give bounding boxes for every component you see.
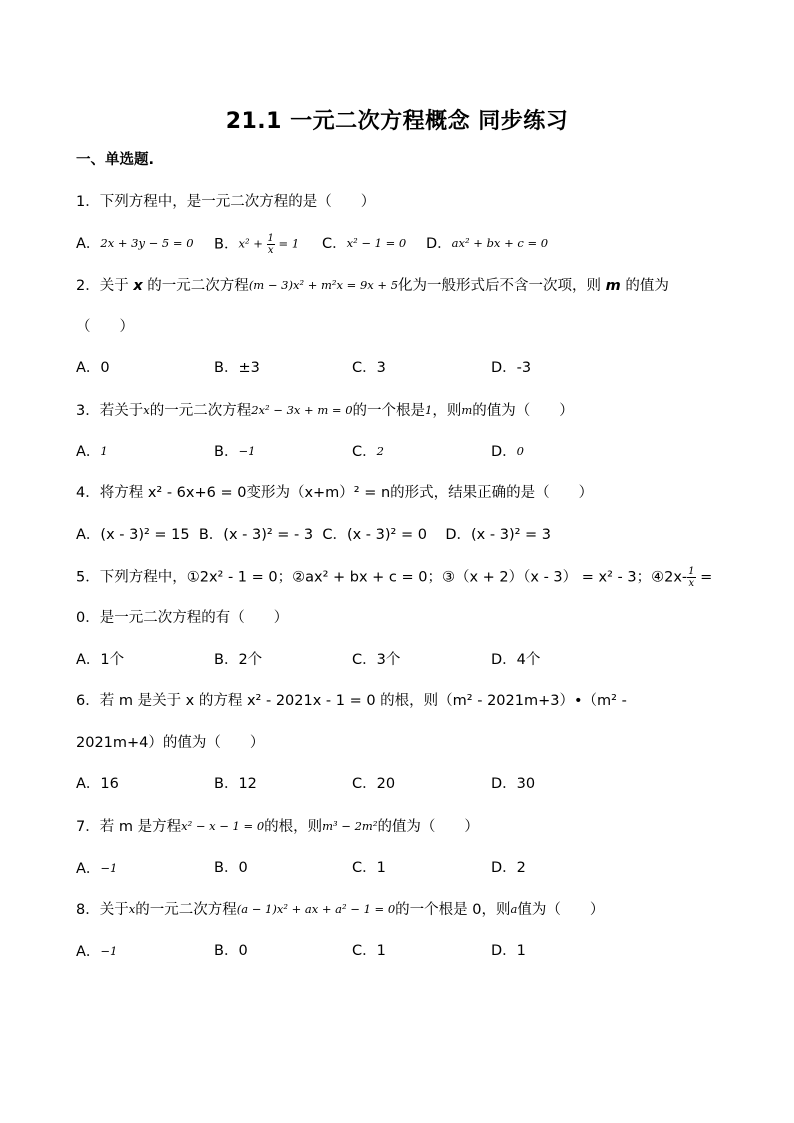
- question-1-stem: 1．下列方程中，是一元二次方程的是（ ）: [76, 194, 376, 210]
- page-title: 21.1 一元二次方程概念 同步练习: [225, 109, 569, 134]
- question-4-stem: 4．将方程 x² - 6x+6 = 0变形为（x+m）² = n的形式，结果正确的是（ ）: [76, 485, 594, 501]
- question-3-option-b: B．−1: [214, 444, 256, 460]
- question-5-stem-cont: 0．是一元二次方程的有（ ）: [76, 610, 289, 626]
- question-8-option-d: D．1: [491, 943, 526, 959]
- question-2-option-c: C．3: [352, 360, 386, 376]
- question-3-stem: 3．若关于x的一元二次方程2x² − 3x + m = 0的一个根是1，则m的值为（ ）: [76, 403, 574, 419]
- question-3-option-d: D．0: [491, 444, 524, 460]
- question-5-option-d: D．4个: [491, 652, 541, 668]
- question-8-option-b: B．0: [214, 943, 248, 959]
- question-5-option-c: C．3个: [352, 652, 401, 668]
- question-6-stem-cont: 2021m+4）的值为（ ）: [76, 735, 265, 751]
- question-1-option-b: B．x² + $\frac{1}{x}$ = 1: [214, 233, 300, 256]
- question-8-option-c: C．1: [352, 943, 386, 959]
- question-3-option-a: A．1: [76, 444, 108, 460]
- question-2-option-d: D．-3: [491, 360, 532, 376]
- question-1-option-a: A．2x + 3y − 5 = 0: [76, 236, 194, 252]
- question-7-option-a: A．−1: [76, 861, 118, 877]
- question-7-option-d: D．2: [491, 860, 526, 876]
- question-1-option-d: D．ax² + bx + c = 0: [426, 236, 549, 252]
- question-7-option-b: B．0: [214, 860, 248, 876]
- question-2-stem: 2．关于 x 的一元二次方程(m − 3)x² + m²x = 9x + 5化为一般形式后不含一次项，则 m 的值为: [76, 278, 669, 294]
- question-6-option-b: B．12: [214, 776, 257, 792]
- question-6-stem: 6．若 m 是关于 x 的方程 x² - 2021x - 1 = 0 的根，则（m² - 2021m+3）•（m² -: [76, 693, 627, 709]
- question-1-option-c: C．x² − 1 = 0: [322, 236, 407, 252]
- question-2-option-b: B．±3: [214, 360, 260, 376]
- question-8-stem: 8．关于x的一元二次方程(a − 1)x² + ax + a² − 1 = 0的一个根是 0，则a值为（ ）: [76, 902, 605, 918]
- question-5-option-b: B．2个: [214, 652, 263, 668]
- question-5-option-a: A．1个: [76, 652, 125, 668]
- section-heading: 一、单选题.: [76, 152, 155, 168]
- question-3-option-c: C．2: [352, 444, 384, 460]
- question-6-option-d: D．30: [491, 776, 536, 792]
- question-7-option-c: C．1: [352, 860, 386, 876]
- question-2-stem-cont: （ ）: [76, 319, 134, 335]
- question-2-option-a: A．0: [76, 360, 110, 376]
- question-4-options: A．(x - 3)² = 15 B．(x - 3)² = - 3 C．(x - 3)² = 0 D．(x - 3)² = 3: [76, 527, 552, 543]
- question-8-option-a: A．−1: [76, 944, 118, 960]
- question-6-option-a: A．16: [76, 776, 119, 792]
- question-6-option-c: C．20: [352, 776, 396, 792]
- question-7-stem: 7．若 m 是方程x² − x − 1 = 0的根，则m³ − 2m²的值为（ ）: [76, 819, 479, 835]
- question-5-stem: 5．下列方程中，①2x² - 1 = 0；②ax² + bx + c = 0；③（x + 2）（x - 3） = x² - 3；④2x- $\frac{1}{x}$ =: [76, 566, 713, 589]
